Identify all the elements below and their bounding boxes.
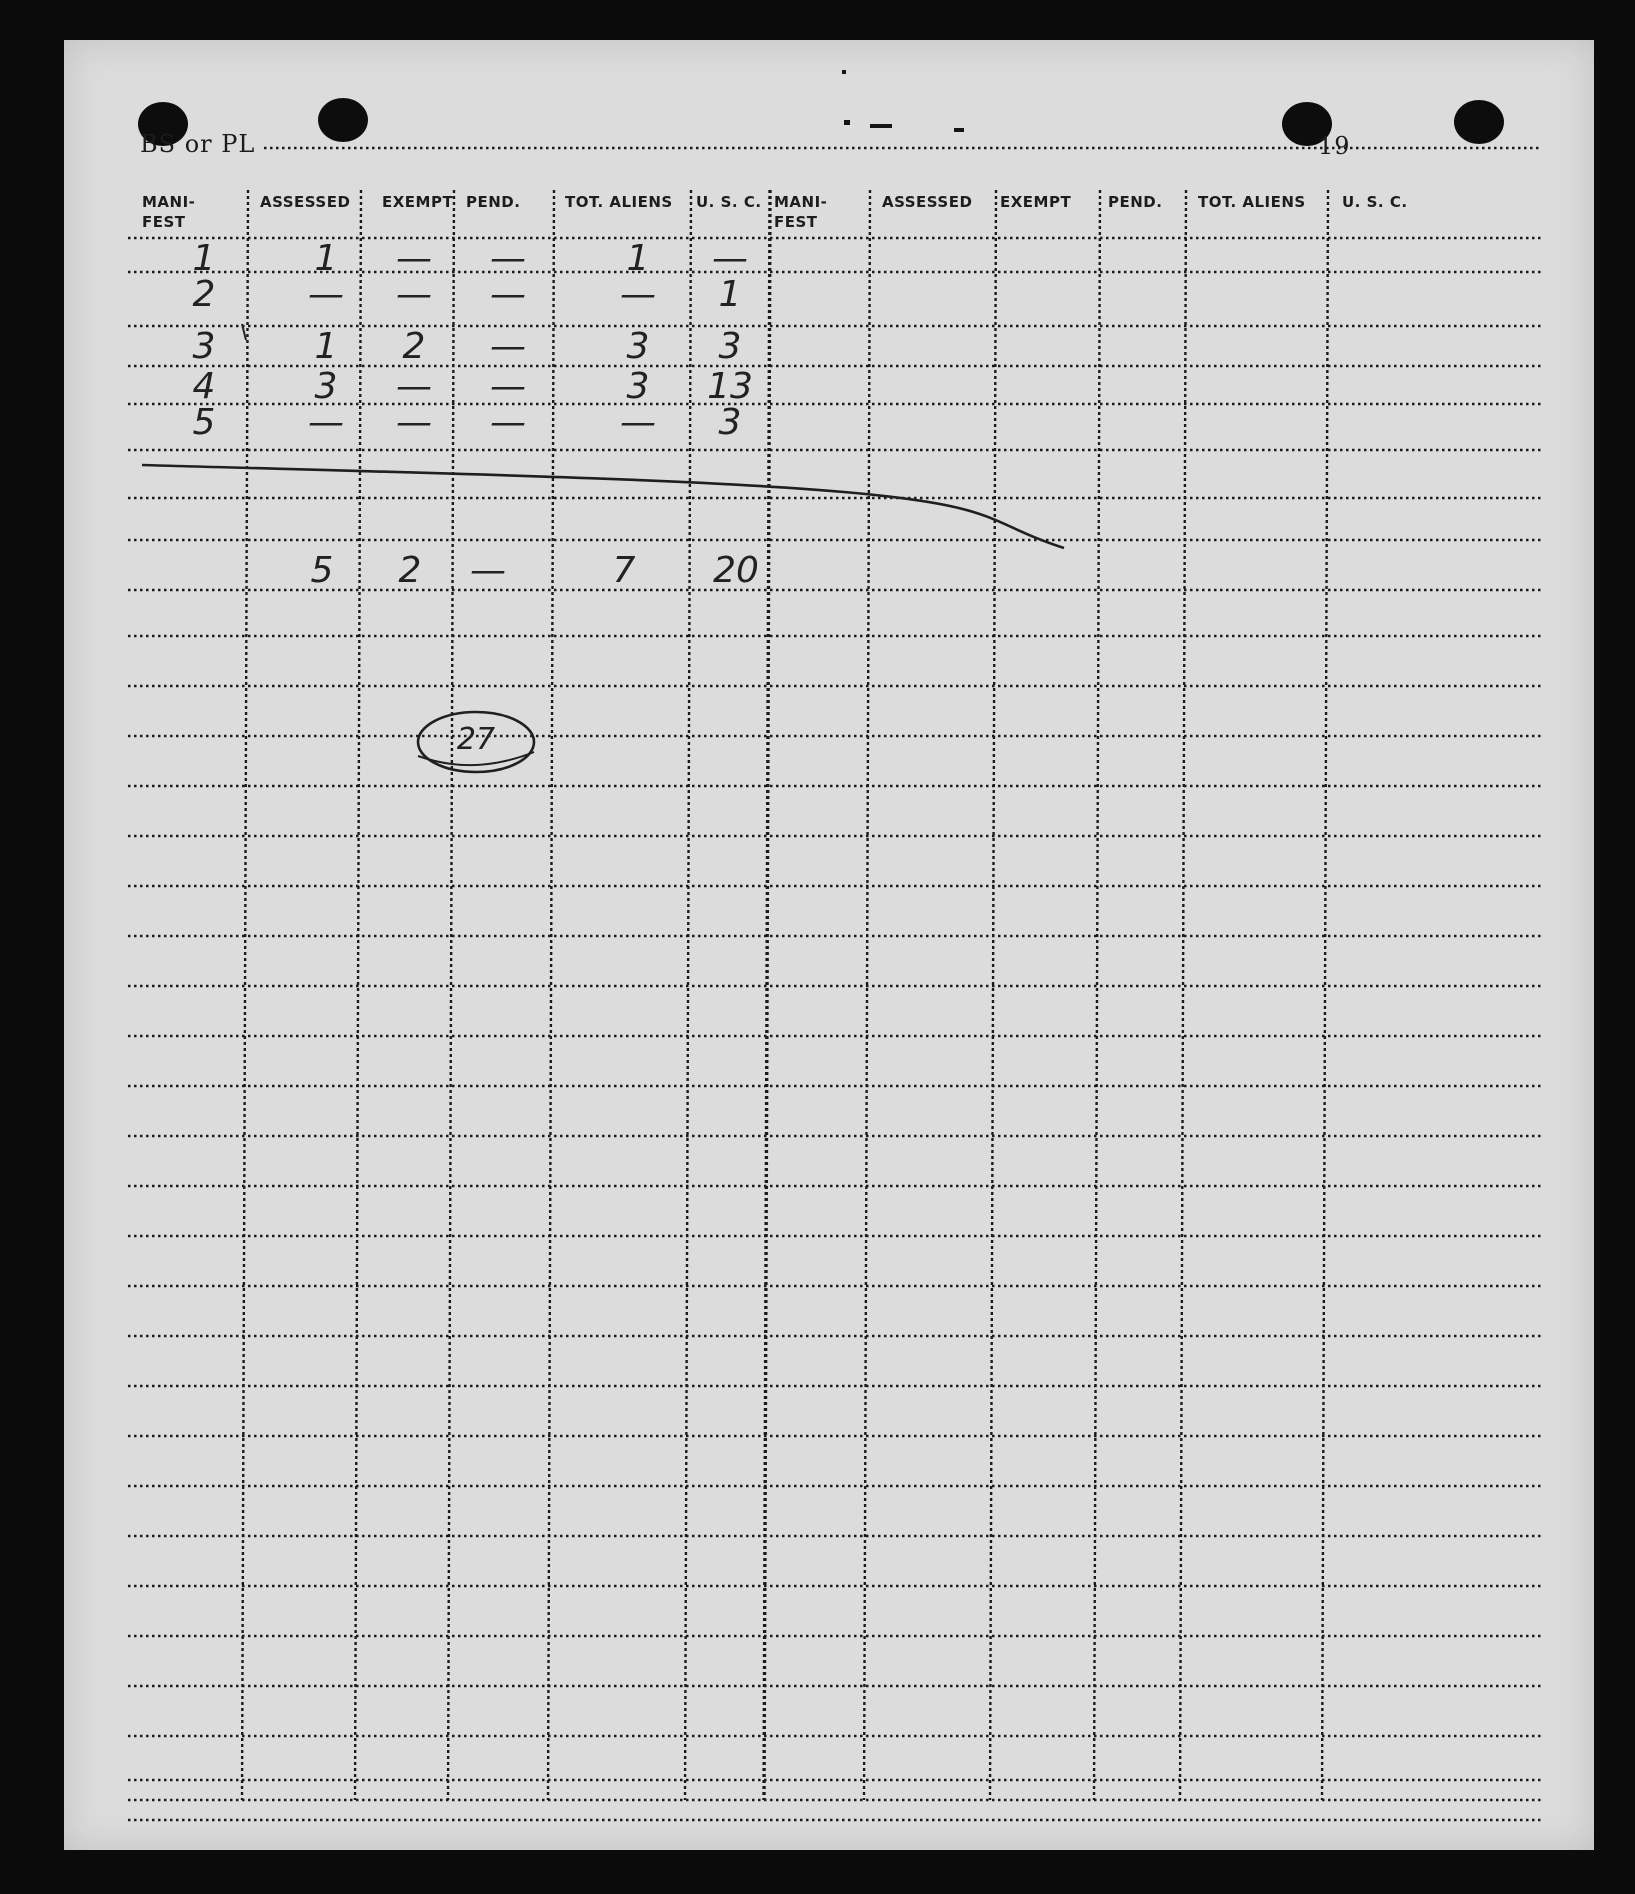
col-tot-aliens: TOT. ALIENS [565,193,673,211]
cell-assessed: 3 [314,366,338,407]
cell-manifest: 2 [192,274,216,315]
cell-assessed: 1 [314,238,338,279]
column-rule [990,190,996,1800]
cell-exempt: — [396,274,432,315]
document-page [64,40,1594,1850]
cell-pend: — [490,238,526,279]
cell-manifest: 5 [192,402,216,443]
cell-pend: — [490,326,526,367]
col-usc: U. S. C. [1342,193,1408,211]
form-prefix: BS or PL [140,130,256,158]
cell-pend: — [490,274,526,315]
column-rule [1094,190,1100,1800]
cell-tot-aliens: 3 [626,326,650,367]
total-usc: 20 [713,550,759,591]
col-manifest: MANI- FEST [142,193,196,231]
grand-total: 27 [456,722,496,757]
column-rule [864,190,870,1800]
cell-usc: 3 [718,402,742,443]
cell-usc: 3 [718,326,742,367]
column-rule [1180,190,1186,1800]
col-usc: U. S. C. [696,193,762,211]
total-assessed: 5 [310,550,334,591]
col-exempt: EXEMPT [1000,193,1072,211]
cell-assessed: — [308,274,344,315]
cell-usc: 13 [707,366,753,407]
total-pend: — [470,550,506,591]
col-assessed: ASSESSED [260,193,351,211]
column-rule [1322,190,1328,1800]
cell-usc: 1 [718,274,742,315]
cell-tot-aliens: — [620,274,656,315]
col-tot-aliens: TOT. ALIENS [1198,193,1306,211]
cell-pend: — [490,366,526,407]
column-rule [448,190,454,1800]
col-manifest: MANI- FEST [774,193,828,231]
total-exempt: 2 [398,550,422,591]
cell-assessed: — [308,402,344,443]
cell-exempt: — [396,238,432,279]
col-exempt: EXEMPT [382,193,454,211]
dotted-row-lines [128,148,1542,1820]
cell-manifest: 4 [192,366,216,407]
cell-exempt: 2 [402,326,426,367]
cell-pend: — [490,402,526,443]
cell-tot-aliens: 1 [626,238,650,279]
cell-manifest: 3 [192,326,216,367]
cell-exempt: — [396,366,432,407]
cell-exempt: — [396,402,432,443]
cell-manifest: 1 [192,238,216,279]
cell-usc: — [712,238,748,279]
year-prefix: 19 [1318,132,1351,160]
col-pend: PEND. [1108,193,1163,211]
total-tot-aliens: 7 [612,550,636,591]
column-rule [764,190,770,1800]
ruled-grid [64,40,1594,1850]
cell-tot-aliens: — [620,402,656,443]
column-rule [548,190,554,1800]
column-rule [355,190,361,1800]
col-assessed: ASSESSED [882,193,973,211]
cell-assessed: 1 [314,326,338,367]
col-pend: PEND. [466,193,521,211]
handwritten-underline [142,465,1064,548]
column-rule [685,190,691,1800]
column-rule [242,190,248,1800]
cell-tot-aliens: 3 [626,366,650,407]
